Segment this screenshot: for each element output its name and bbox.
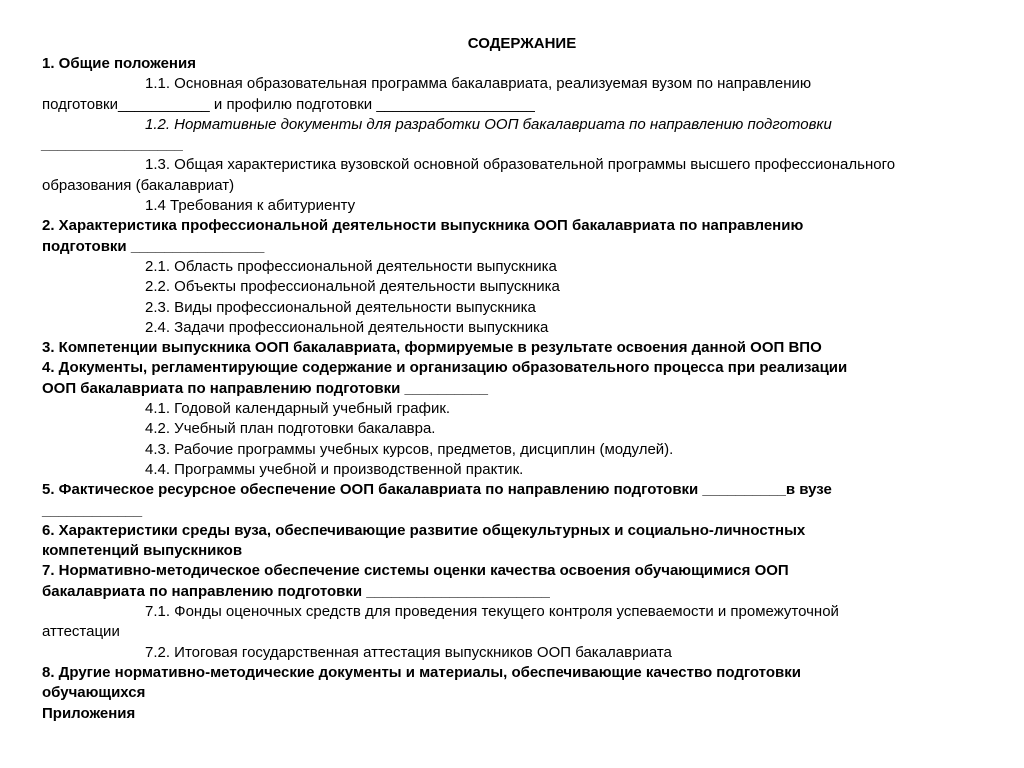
toc-line: образования (бакалавриат) <box>42 176 235 194</box>
toc-line: 4.4. Программы учебной и производственной практик. <box>145 460 524 478</box>
toc-line: бакалавриата по направлению подготовки ______________________ <box>42 582 550 600</box>
toc-line: подготовки ________________ <box>42 237 265 255</box>
toc-line: 2.1. Область профессиональной деятельности выпускника <box>145 257 557 275</box>
toc-line: ____________ <box>42 501 143 519</box>
toc-line: 1.4 Требования к абитуриенту <box>145 197 356 215</box>
toc-line: 4.1. Годовой календарный учебный график. <box>145 400 451 418</box>
toc-line: 4.2. Учебный план подготовки бакалавра. <box>145 420 436 438</box>
document-title: СОДЕРЖАНИЕ <box>467 35 577 52</box>
document-page <box>42 34 1002 724</box>
toc-line: 2.3. Виды профессиональной деятельности выпускника <box>145 298 536 316</box>
toc-line: ООП бакалавриата по направлению подготовки __________ <box>42 379 488 397</box>
toc-line: Приложения <box>42 704 136 722</box>
table-of-contents <box>42 54 1002 724</box>
toc-line: 2. Характеристика профессиональной деятельности выпускника ООП бакалавриата по направлению <box>42 217 804 235</box>
toc-line: 1.3. Общая характеристика вузовской основной образовательной программы высшего профессионального <box>145 156 896 174</box>
toc-line: 7.1. Фонды оценочных средств для проведения текущего контроля успеваемости и промежуточной <box>145 603 839 621</box>
toc-line: обучающихся <box>42 684 146 702</box>
toc-line: компетенций выпускников <box>42 542 243 560</box>
toc-line: 7.2. Итоговая государственная аттестация выпускников ООП бакалавриата <box>145 643 672 661</box>
toc-line: 1. Общие положения <box>42 55 196 72</box>
toc-line: _________________ <box>42 136 184 154</box>
toc-line: подготовки___________ и профилю подготовки ___________________ <box>42 95 535 113</box>
toc-line: 2.4. Задачи профессиональной деятельности выпускника <box>145 318 549 336</box>
toc-line: 4.3. Рабочие программы учебных курсов, предметов, дисциплин (модулей). <box>145 440 674 458</box>
toc-line: 2.2. Объекты профессиональной деятельности выпускника <box>145 278 560 296</box>
toc-line: аттестации <box>42 623 120 641</box>
toc-line: 3. Компетенции выпускника ООП бакалавриата, формируемые в результате освоения данной ООП ВПО <box>42 339 822 357</box>
toc-line: 6. Характеристики среды вуза, обеспечивающие развитие общекультурных и социально-личностных <box>42 521 806 539</box>
toc-line: 4. Документы, регламентирующие содержание и организацию образовательного процесса при реализации <box>42 359 848 377</box>
toc-line: 7. Нормативно-методическое обеспечение системы оценки качества освоения обучающимися ООП <box>42 562 789 580</box>
toc-line: 1.2. Нормативные документы для разработки ООП бакалавриата по направлению подготовки <box>145 115 832 133</box>
toc-line: 1.1. Основная образовательная программа бакалавриата, реализуемая вузом по направлению <box>145 75 812 93</box>
toc-line: 8. Другие нормативно-методические документы и материалы, обеспечивающие качество подготовки <box>42 663 801 681</box>
toc-line: 5. Фактическое ресурсное обеспечение ООП бакалавриата по направлению подготовки __________в вузе <box>42 481 832 499</box>
